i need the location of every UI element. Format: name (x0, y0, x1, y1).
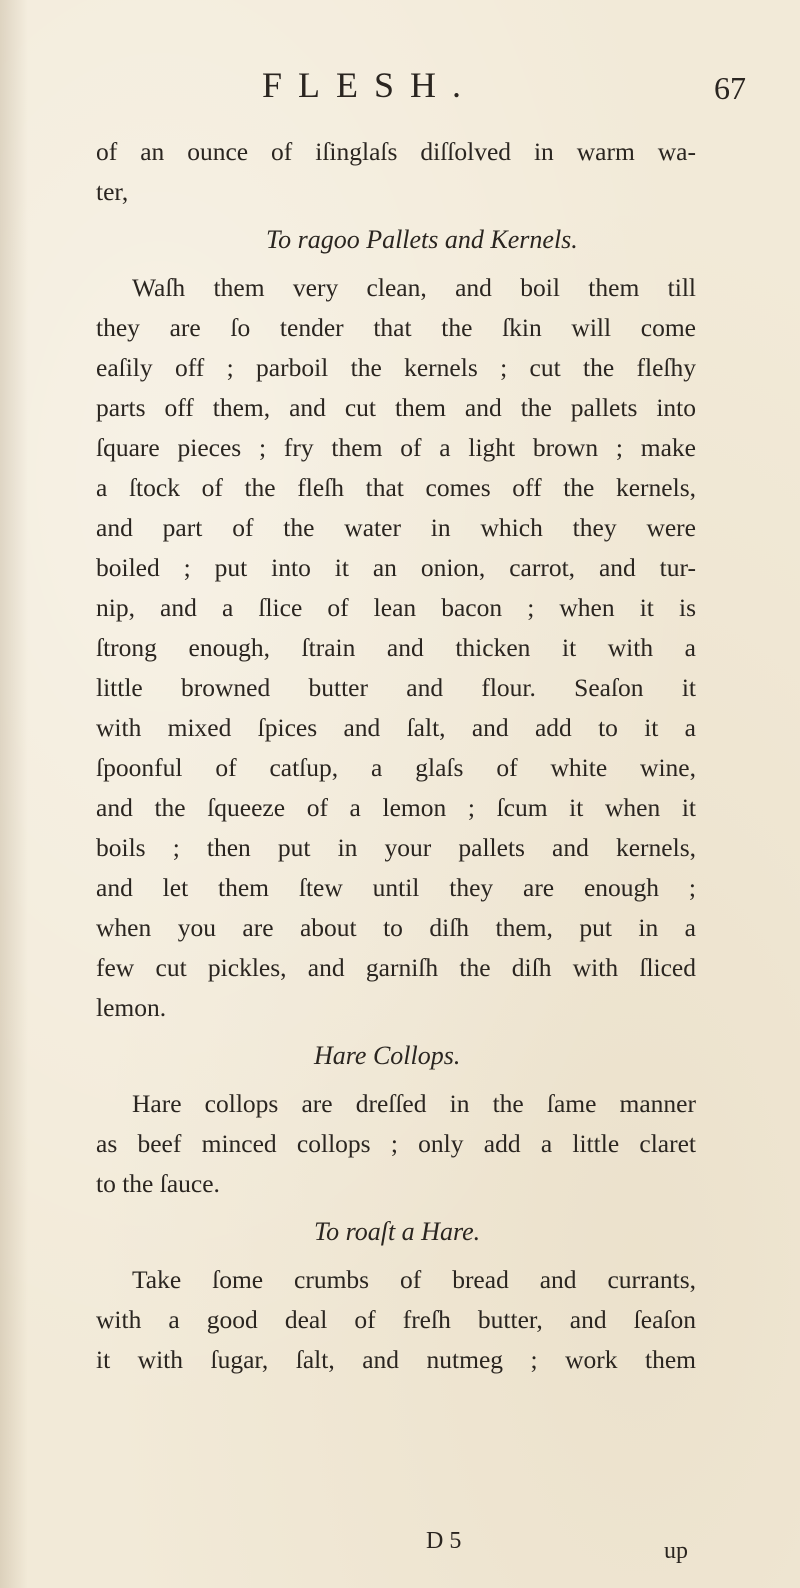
recipe-title: Hare Collops. (314, 1041, 461, 1070)
recipe-line: ſquare pieces ; fry them of a light brown ; make (96, 433, 696, 462)
recipe-line: with mixed ſpices and ſalt, and add to it a (96, 713, 696, 742)
recipe-line: boils ; then put in your pallets and kernels, (96, 833, 696, 862)
running-head: FLESH. (262, 65, 478, 105)
recipe-line: few cut pickles, and garniſh the diſh with ſliced (96, 953, 696, 982)
signature-mark: D 5 (426, 1528, 462, 1554)
recipe-line: with a good deal of freſh butter, and ſeaſon (96, 1305, 696, 1334)
recipe-line: and part of the water in which they were (96, 513, 696, 542)
continuation-line: of an ounce of iſinglaſs diſſolved in warm wa- (96, 137, 696, 166)
text-block (96, 132, 696, 1380)
page-number: 67 (714, 70, 746, 106)
recipe-line: ſpoonful of catſup, a glaſs of white wine, (96, 753, 696, 782)
recipe-line: little browned butter and flour. Seaſon it (96, 673, 696, 702)
catchword: up (664, 1538, 688, 1564)
recipe-line: Take ſome crumbs of bread and currants, (132, 1265, 696, 1294)
recipe-line: when you are about to diſh them, put in a (96, 913, 696, 942)
recipe-line: boiled ; put into it an onion, carrot, and tur- (96, 553, 696, 582)
recipe-title: To roaſt a Hare. (314, 1217, 481, 1246)
recipe-line: as beef minced collops ; only add a little claret (96, 1129, 696, 1158)
page-gutter-shadow (0, 0, 28, 1588)
recipe-line: eaſily off ; parboil the kernels ; cut the fleſhy (96, 353, 696, 382)
recipe-line: ſtrong enough, ſtrain and thicken it with a (96, 633, 696, 662)
recipe-line: to the ſauce. (96, 1169, 220, 1198)
recipe-line: a ſtock of the fleſh that comes off the kernels, (96, 473, 696, 502)
recipe-line: nip, and a ſlice of lean bacon ; when it is (96, 593, 696, 622)
recipe-line: and the ſqueeze of a lemon ; ſcum it when it (96, 793, 696, 822)
recipe-line: and let them ſtew until they are enough ; (96, 873, 696, 902)
continuation-line: ter, (96, 177, 129, 206)
page-header (0, 64, 800, 108)
recipe-line: it with ſugar, ſalt, and nutmeg ; work them (96, 1345, 696, 1374)
recipe-title: To ragoo Pallets and Kernels. (266, 225, 578, 254)
recipe-line: Waſh them very clean, and boil them till (132, 273, 696, 302)
recipe-line: lemon. (96, 993, 167, 1022)
recipe-line: they are ſo tender that the ſkin will come (96, 313, 696, 342)
recipe-line: Hare collops are dreſſed in the ſame manner (132, 1089, 696, 1118)
recipe-line: parts off them, and cut them and the pallets into (96, 393, 696, 422)
